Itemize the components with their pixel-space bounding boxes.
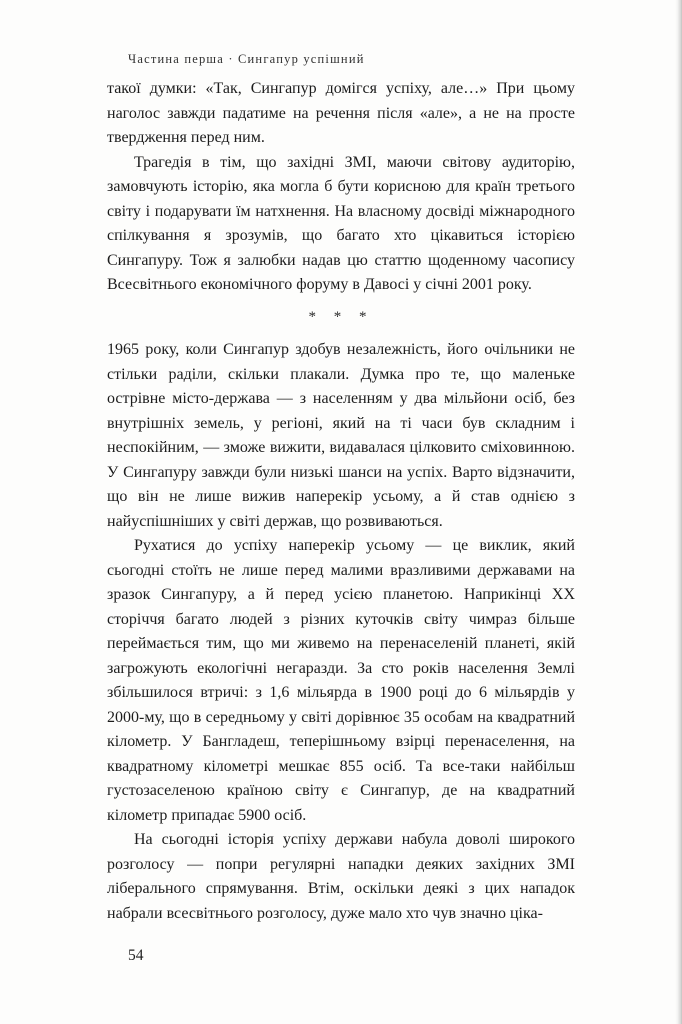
- paragraph: Рухатися до успіху наперекір усьому — це виклик, який сьогодні стоїть не лише перед малими вразливими державами на зразок Сингапуру, а й перед усією планетою. Наприкінці XX сторіччя багато людей з різних куточків світу чимраз більше переймається тим, що ми живемо на перенаселеній планеті, якій загрожують екологічні негаразди. За сто років населення Землі збільшилося втричі: з 1,6 мільярда в 1900 році до 6 мільярдів у 2000-му, що в середньому у світі дорівнює 35 особам на квадратний кілометр. У Бангладеш, теперішньому взірці перенаселення, на квадратному кілометрі мешкає 855 осіб. Та все-таки найбільш густозаселеною країною світу є Сингапур, де на квадратний кілометр припадає 5900 осіб.: [107, 537, 575, 824]
- page-body: [107, 77, 575, 926]
- paragraph: такої думки: «Так, Сингапур домігся успіху, але…» При цьому наголос завжди падатиме на речення після «але», а не на просте твердження перед ним.: [107, 80, 575, 146]
- page-number: 54: [128, 947, 144, 964]
- running-header: Частина перша · Сингапур успішний: [128, 52, 365, 66]
- section-break: * * *: [308, 308, 374, 325]
- paragraph: 1965 року, коли Сингапур здобув незалежність, його очільники не стільки раділи, скільки плакали. Думка про те, що маленьке острівне місто-держава — з населенням у два мільйони осіб, без внутрішніх земель, у регіоні, який на ті часи був складним і неспокійним, — зможе вижити, видавалася цілковито сміховинною. У Сингапуру завжди були низькі шанси на успіх. Варто відзначити, що він не лише вижив наперекір усьому, а й став однією з найуспішніших у світі держав, що розвиваються.: [107, 341, 575, 530]
- paragraph: На сьогодні історія успіху держави набула доволі широкого розголосу — попри регулярні нападки деяких західних ЗМІ ліберального спрямування. Втім, оскільки деякі з цих нападок набрали всесвітнього розголосу, дуже мало хто чув значно ціка-: [107, 831, 575, 922]
- page-edge-shadow: [675, 0, 682, 1024]
- paragraph: Трагедія в тім, що західні ЗМІ, маючи світову аудиторію, замовчують історію, яка могла б бути корисною для країн третього світу і подарувати їм натхнення. На власному досвіді міжнародного спілкування я зрозумів, що багато хто цікавиться історією Сингапуру. Тож я залюбки надав цю статтю щоденному часопису Всесвітнього економічного форуму в Давосі у січні 2001 року.: [107, 153, 575, 293]
